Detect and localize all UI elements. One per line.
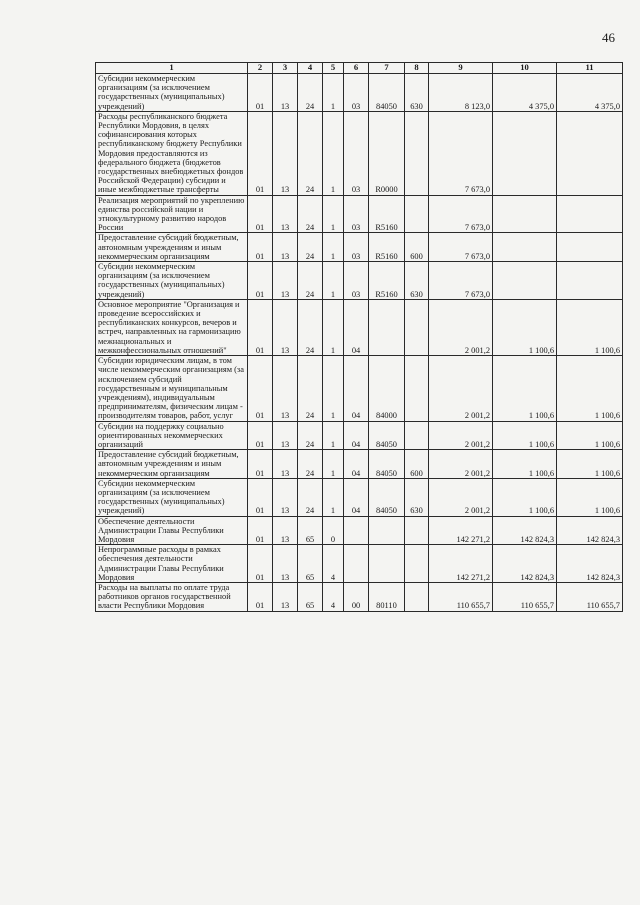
row-subprogram-code: 1 <box>323 195 344 233</box>
row-direction-code <box>369 299 405 355</box>
header-cell: 5 <box>323 63 344 74</box>
row-amount-col10 <box>493 262 557 300</box>
header-cell: 9 <box>429 63 493 74</box>
row-direction-code: 84050 <box>369 421 405 450</box>
table-row <box>96 233 623 262</box>
row-amount-col9: 7 673,0 <box>429 111 493 195</box>
row-subprogram-code: 4 <box>323 582 344 611</box>
row-description: Расходы республиканского бюджета Республики Мордовия, в целях софинансирования которых республиканскому бюджету Республики Мордовия предоставляются из федерального бюджета (бюджетов государственных внебюджетных фондов Российской Федерации) субсидии и иные межбюджетные трансферты <box>96 111 248 195</box>
row-description: Расходы на выплаты по оплате труда работников органов государственной власти Республики Мордовия <box>96 582 248 611</box>
row-expense-type-code <box>405 195 429 233</box>
row-description: Предоставление субсидий бюджетным, автономным учреждениям и иным некоммерческим организациям <box>96 233 248 262</box>
row-amount-col10: 1 100,6 <box>493 356 557 421</box>
row-subsection-code: 13 <box>273 516 298 545</box>
row-expense-type-code <box>405 111 429 195</box>
row-amount-col11: 1 100,6 <box>557 478 623 516</box>
row-amount-col10 <box>493 195 557 233</box>
row-event-code: 04 <box>344 356 369 421</box>
row-event-code: 03 <box>344 233 369 262</box>
header-cell: 2 <box>248 63 273 74</box>
row-amount-col9: 7 673,0 <box>429 195 493 233</box>
row-amount-col11 <box>557 262 623 300</box>
row-section-code: 01 <box>248 299 273 355</box>
row-amount-col11: 142 824,3 <box>557 545 623 583</box>
row-amount-col11: 110 655,7 <box>557 582 623 611</box>
row-program-code: 24 <box>298 74 323 112</box>
row-program-code: 24 <box>298 262 323 300</box>
row-description: Предоставление субсидий бюджетным, автономным учреждениям и иным некоммерческим организациям <box>96 450 248 479</box>
row-subsection-code: 13 <box>273 450 298 479</box>
row-event-code: 00 <box>344 582 369 611</box>
row-subprogram-code: 1 <box>323 74 344 112</box>
row-amount-col10: 1 100,6 <box>493 299 557 355</box>
row-description: Реализация мероприятий по укреплению единства российской нации и этнокультурному развитию народов России <box>96 195 248 233</box>
row-subsection-code: 13 <box>273 421 298 450</box>
row-subprogram-code: 1 <box>323 450 344 479</box>
row-subsection-code: 13 <box>273 262 298 300</box>
row-subsection-code: 13 <box>273 299 298 355</box>
table-row <box>96 195 623 233</box>
row-subsection-code: 13 <box>273 74 298 112</box>
row-expense-type-code: 630 <box>405 74 429 112</box>
row-amount-col11: 1 100,6 <box>557 299 623 355</box>
row-event-code: 04 <box>344 421 369 450</box>
row-expense-type-code <box>405 582 429 611</box>
row-amount-col9: 2 001,2 <box>429 421 493 450</box>
row-event-code: 03 <box>344 262 369 300</box>
row-direction-code: R5160 <box>369 195 405 233</box>
row-section-code: 01 <box>248 74 273 112</box>
row-expense-type-code <box>405 356 429 421</box>
row-program-code: 24 <box>298 450 323 479</box>
row-program-code: 65 <box>298 545 323 583</box>
row-direction-code: 84000 <box>369 356 405 421</box>
table-row <box>96 516 623 545</box>
row-program-code: 24 <box>298 478 323 516</box>
row-section-code: 01 <box>248 262 273 300</box>
header-cell: 6 <box>344 63 369 74</box>
row-section-code: 01 <box>248 450 273 479</box>
row-section-code: 01 <box>248 421 273 450</box>
row-section-code: 01 <box>248 195 273 233</box>
row-amount-col9: 142 271,2 <box>429 516 493 545</box>
row-amount-col9: 2 001,2 <box>429 478 493 516</box>
row-amount-col10: 1 100,6 <box>493 450 557 479</box>
row-subprogram-code: 1 <box>323 111 344 195</box>
row-expense-type-code: 630 <box>405 262 429 300</box>
row-event-code: 04 <box>344 299 369 355</box>
row-amount-col11 <box>557 111 623 195</box>
header-cell: 11 <box>557 63 623 74</box>
row-program-code: 24 <box>298 111 323 195</box>
row-section-code: 01 <box>248 582 273 611</box>
row-section-code: 01 <box>248 478 273 516</box>
row-direction-code <box>369 545 405 583</box>
row-subprogram-code: 0 <box>323 516 344 545</box>
row-amount-col9: 7 673,0 <box>429 262 493 300</box>
row-program-code: 24 <box>298 299 323 355</box>
row-expense-type-code <box>405 545 429 583</box>
row-amount-col11: 1 100,6 <box>557 356 623 421</box>
row-amount-col11 <box>557 233 623 262</box>
row-program-code: 65 <box>298 516 323 545</box>
header-cell: 7 <box>369 63 405 74</box>
row-program-code: 24 <box>298 421 323 450</box>
row-description: Основное мероприятие "Организация и проведение всероссийских и республиканских конкурсов, вечеров и встреч, направленных на гармонизацию межнациональных и межконфессиональных отношений" <box>96 299 248 355</box>
row-expense-type-code <box>405 516 429 545</box>
row-expense-type-code: 600 <box>405 233 429 262</box>
table-row <box>96 450 623 479</box>
row-expense-type-code <box>405 299 429 355</box>
table-header-row <box>96 63 623 74</box>
row-amount-col9: 2 001,2 <box>429 299 493 355</box>
row-amount-col9: 142 271,2 <box>429 545 493 583</box>
row-subsection-code: 13 <box>273 478 298 516</box>
row-program-code: 24 <box>298 195 323 233</box>
row-description: Субсидии некоммерческим организациям (за исключением государственных (муниципальных) учреждений) <box>96 74 248 112</box>
row-amount-col9: 2 001,2 <box>429 356 493 421</box>
row-amount-col11: 142 824,3 <box>557 516 623 545</box>
row-amount-col10: 110 655,7 <box>493 582 557 611</box>
row-event-code: 03 <box>344 195 369 233</box>
row-event-code: 04 <box>344 478 369 516</box>
header-cell: 1 <box>96 63 248 74</box>
row-description: Обеспечение деятельности Администрации Главы Республики Мордовия <box>96 516 248 545</box>
header-cell: 3 <box>273 63 298 74</box>
header-cell: 4 <box>298 63 323 74</box>
row-program-code: 24 <box>298 356 323 421</box>
row-amount-col10: 4 375,0 <box>493 74 557 112</box>
row-expense-type-code <box>405 421 429 450</box>
table-row <box>96 582 623 611</box>
row-amount-col11: 1 100,6 <box>557 421 623 450</box>
row-section-code: 01 <box>248 356 273 421</box>
row-direction-code: 84050 <box>369 450 405 479</box>
row-event-code: 03 <box>344 74 369 112</box>
row-description: Субсидии юридическим лицам, в том числе некоммерческим организациям (за исключением субсидий государственным и муниципальным учреждениям), индивидуальным предпринимателям, физическим лицам - производителям товаров, работ, услуг <box>96 356 248 421</box>
row-direction-code: R0000 <box>369 111 405 195</box>
row-section-code: 01 <box>248 545 273 583</box>
row-description: Субсидии некоммерческим организациям (за исключением государственных (муниципальных) учреждений) <box>96 478 248 516</box>
row-description: Субсидии на поддержку социально ориентированных некоммерческих организаций <box>96 421 248 450</box>
row-description: Субсидии некоммерческим организациям (за исключением государственных (муниципальных) учреждений) <box>96 262 248 300</box>
row-expense-type-code: 630 <box>405 478 429 516</box>
row-direction-code: 84050 <box>369 478 405 516</box>
row-subsection-code: 13 <box>273 111 298 195</box>
row-subprogram-code: 1 <box>323 262 344 300</box>
row-event-code <box>344 516 369 545</box>
row-direction-code: R5160 <box>369 262 405 300</box>
row-event-code: 03 <box>344 111 369 195</box>
row-direction-code: 84050 <box>369 74 405 112</box>
row-event-code: 04 <box>344 450 369 479</box>
row-subsection-code: 13 <box>273 356 298 421</box>
row-subsection-code: 13 <box>273 233 298 262</box>
row-description: Непрограммные расходы в рамках обеспечения деятельности Администрации Главы Республики Мордовия <box>96 545 248 583</box>
header-cell: 8 <box>405 63 429 74</box>
row-subprogram-code: 1 <box>323 356 344 421</box>
table-row <box>96 111 623 195</box>
table-row <box>96 262 623 300</box>
row-amount-col10: 1 100,6 <box>493 478 557 516</box>
row-amount-col9: 2 001,2 <box>429 450 493 479</box>
table-row <box>96 545 623 583</box>
row-subprogram-code: 1 <box>323 233 344 262</box>
row-program-code: 65 <box>298 582 323 611</box>
row-subprogram-code: 4 <box>323 545 344 583</box>
row-amount-col10: 1 100,6 <box>493 421 557 450</box>
table-row <box>96 478 623 516</box>
row-direction-code: R5160 <box>369 233 405 262</box>
row-subprogram-code: 1 <box>323 299 344 355</box>
row-program-code: 24 <box>298 233 323 262</box>
header-cell: 10 <box>493 63 557 74</box>
row-event-code <box>344 545 369 583</box>
row-section-code: 01 <box>248 111 273 195</box>
row-amount-col11 <box>557 195 623 233</box>
row-direction-code <box>369 516 405 545</box>
row-subsection-code: 13 <box>273 582 298 611</box>
page-number: 46 <box>602 30 615 45</box>
row-amount-col10 <box>493 111 557 195</box>
table-row <box>96 421 623 450</box>
row-amount-col9: 110 655,7 <box>429 582 493 611</box>
row-section-code: 01 <box>248 516 273 545</box>
row-amount-col11: 1 100,6 <box>557 450 623 479</box>
row-section-code: 01 <box>248 233 273 262</box>
row-amount-col10: 142 824,3 <box>493 545 557 583</box>
row-amount-col9: 7 673,0 <box>429 233 493 262</box>
row-subsection-code: 13 <box>273 545 298 583</box>
row-subprogram-code: 1 <box>323 478 344 516</box>
row-amount-col11: 4 375,0 <box>557 74 623 112</box>
budget-table <box>95 62 623 612</box>
row-amount-col10 <box>493 233 557 262</box>
row-subsection-code: 13 <box>273 195 298 233</box>
table-row <box>96 356 623 421</box>
table-row <box>96 299 623 355</box>
row-subprogram-code: 1 <box>323 421 344 450</box>
row-direction-code: 80110 <box>369 582 405 611</box>
row-expense-type-code: 600 <box>405 450 429 479</box>
row-amount-col9: 8 123,0 <box>429 74 493 112</box>
table-row <box>96 74 623 112</box>
row-amount-col10: 142 824,3 <box>493 516 557 545</box>
